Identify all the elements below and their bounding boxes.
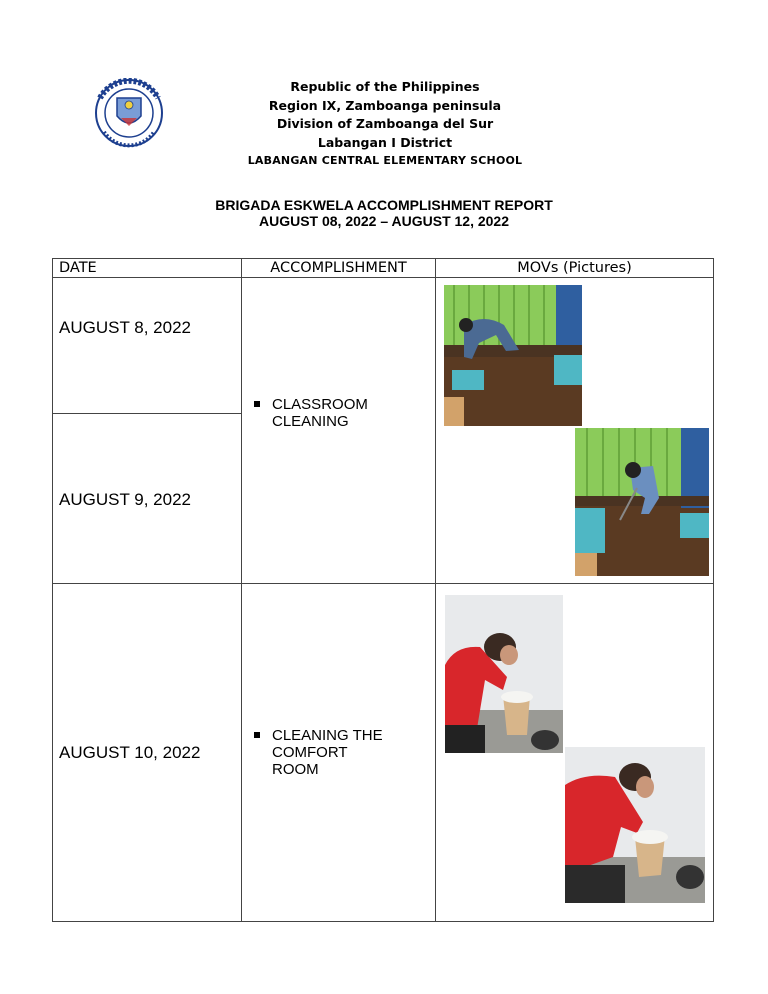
bullet-icon <box>254 401 260 407</box>
classroom-photo-2 <box>575 428 709 576</box>
classroom-photo-1 <box>444 285 582 426</box>
report-title <box>100 197 668 229</box>
header-accomplishment: ACCOMPLISHMENT <box>242 259 436 278</box>
deped-seal <box>86 78 172 148</box>
accomplishment-line: COMFORT <box>272 744 348 761</box>
header-line-district: Labangan I District <box>317 134 453 150</box>
accomplishment-line: ROOM <box>272 761 319 778</box>
accomplishment-item <box>272 727 383 778</box>
accomplishment-item <box>272 396 368 430</box>
table-row <box>53 584 714 922</box>
date-cell <box>53 414 242 584</box>
date-text: AUGUST 10, 2022 <box>59 742 201 762</box>
date-cell <box>53 278 242 414</box>
header-line-division: Division of Zamboanga del Sur <box>276 116 494 131</box>
header-line-region: Region IX, Zamboanga peninsula <box>268 97 502 113</box>
report-period: AUGUST 08, 2022 – AUGUST 12, 2022 <box>258 213 510 229</box>
comfort-room-photo-1 <box>445 595 563 753</box>
movs-cell <box>436 278 714 584</box>
date-text: AUGUST 8, 2022 <box>59 318 191 337</box>
bullet-icon <box>254 732 260 738</box>
letterhead <box>180 78 590 171</box>
header-line-school: LABANGAN CENTRAL ELEMENTARY SCHOOL <box>247 154 523 167</box>
accomplishment-line: CLASSROOM <box>272 396 368 413</box>
table-header-row <box>53 259 714 278</box>
accomplishment-line: CLEANING THE <box>272 727 383 744</box>
date-text: AUGUST 9, 2022 <box>59 490 191 509</box>
header-line-republic: Republic of the Philippines <box>290 79 480 94</box>
header-movs: MOVs (Pictures) <box>436 259 714 278</box>
date-cell <box>53 584 242 922</box>
accomplishment-table <box>52 258 714 922</box>
report-title-text: BRIGADA ESKWELA ACCOMPLISHMENT REPORT <box>215 197 553 213</box>
accomplishment-cell <box>242 584 436 922</box>
movs-cell <box>436 584 714 922</box>
header-date: DATE <box>53 259 242 278</box>
comfort-room-photo-2 <box>565 747 705 903</box>
accomplishment-cell <box>242 278 436 584</box>
table-row <box>53 278 714 414</box>
accomplishment-line: CLEANING <box>272 413 349 430</box>
